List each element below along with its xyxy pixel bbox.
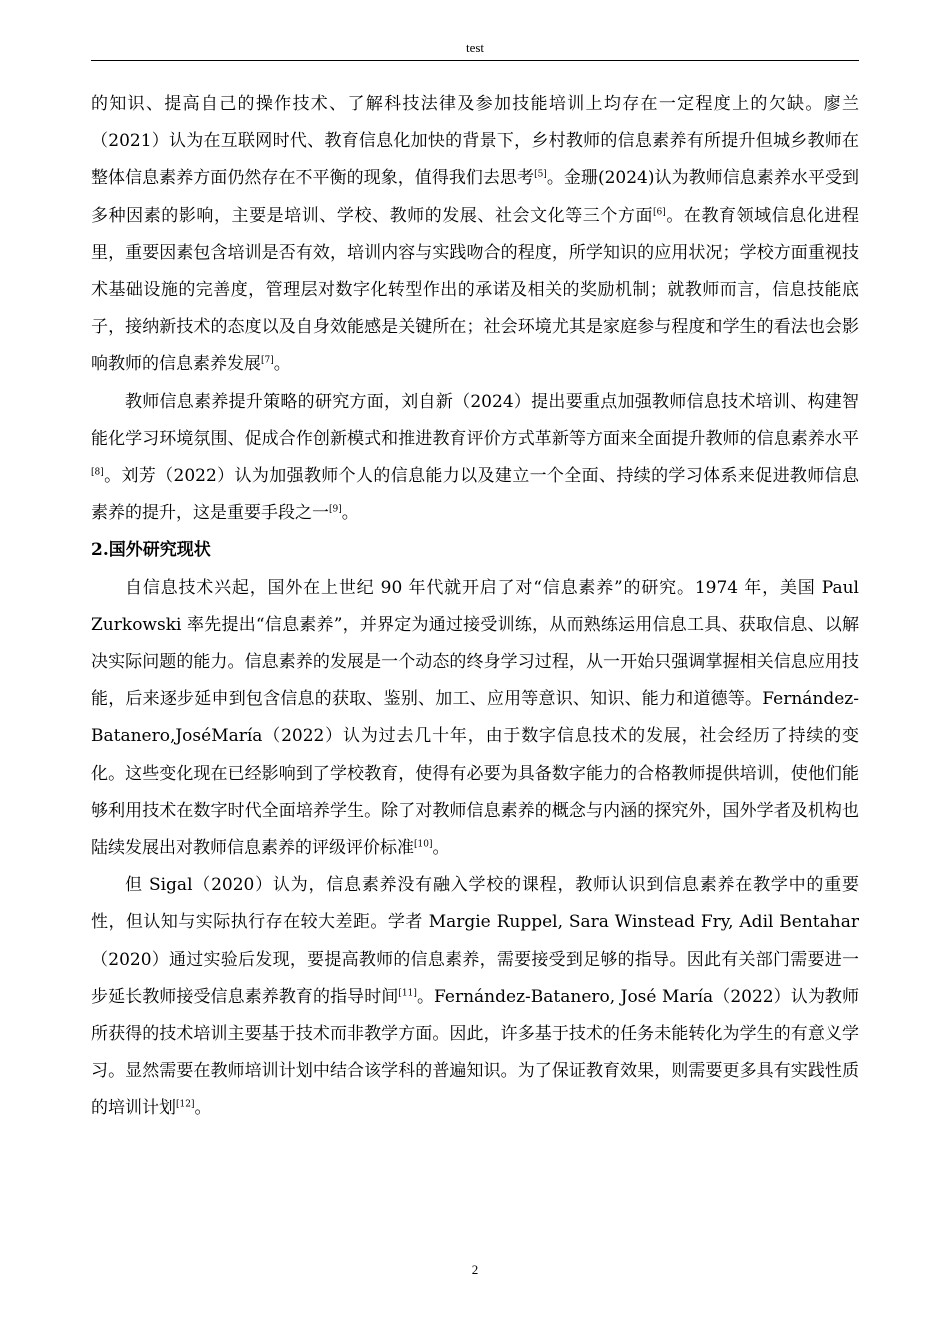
text-run: 的知识、提高自己的操作技术、了解科技法律及参加技能培训上均存在一定程度上的欠缺。廖兰（2021）认为在互联网时代、教育信息化加快的背景下，乡村教师的信息素养有所提升但城乡教师在整体信息素养方面仍然存在不平衡的现象，值得我们去思考 bbox=[91, 94, 859, 189]
text-run: 。 bbox=[341, 503, 359, 524]
header-rule bbox=[91, 60, 859, 61]
paragraph-foreign-history bbox=[91, 570, 859, 868]
text-run: 。刘芳（2022）认为加强教师个人的信息能力以及建立一个全面、持续的学习体系来促进教师信息素养的提升，这是重要手段之一 bbox=[91, 466, 859, 524]
text-run: 自信息技术兴起，国外在上世纪 90 年代就开启了对“信息素养”的研究。1974 年，美国 Paul Zurkowski 率先提出“信息素养”，并界定为通过接受训练，从而熟练运用信息工具、获取信息、以解决实际问题的能力。信息素养的发展是一个动态的终身学习过程，从一开始只强调掌握相关信息应用技能，后来逐步延申到包含信息的获取、鉴别、加工、应用等意识、知识、能力和道德等。Fernández-Batanero,JoséMaría（2022）认为过去几十年，由于数字信息技术的发展，社会经历了持续的变化。这些变化现在已经影响到了学校教育，使得有必要为具备数字能力的合格教师提供培训，使他们能够利用技术在数字时代全面培养学生。除了对教师信息素养的概念与内涵的探究外，国外学者及机构也陆续发展出对教师信息素养的评级评价标准 bbox=[91, 577, 859, 859]
page-header: test bbox=[465, 40, 485, 55]
text-run: 。金珊(2024)认为教师信息素养水平受到多种因素的影响，主要是培训、学校、教师的发展、社会文化等三个方面 bbox=[91, 168, 859, 226]
document-body bbox=[91, 86, 859, 1128]
text-run: 。 bbox=[194, 1098, 212, 1119]
paragraph-strategies bbox=[91, 384, 859, 533]
citation-ref: [9] bbox=[329, 504, 342, 515]
section-heading: 2.国外研究现状 bbox=[91, 540, 211, 561]
paragraph-domestic-factors bbox=[91, 86, 859, 384]
citation-ref: [7] bbox=[261, 355, 274, 366]
citation-ref: [10] bbox=[414, 839, 433, 850]
paragraph-foreign-findings bbox=[91, 867, 859, 1127]
citation-ref: [11] bbox=[398, 988, 417, 999]
text-run: 。 bbox=[273, 354, 291, 375]
citation-ref: [5] bbox=[534, 169, 547, 180]
text-run: 。Fernández-Batanero, José María（2022）认为教师所获得的技术培训主要基于技术而非教学方面。因此，许多基于技术的任务未能转化为学生的有意义学习。显然需要在教师培训计划中结合该学科的普遍知识。为了保证教育效果，则需要更多具有实践性质的培训计划 bbox=[91, 986, 859, 1119]
citation-ref: [8] bbox=[91, 467, 104, 478]
citation-ref: [6] bbox=[653, 206, 666, 217]
citation-ref: [12] bbox=[176, 1099, 195, 1110]
text-run: 教师信息素养提升策略的研究方面，刘自新（2024）提出要重点加强教师信息技术培训、构建智能化学习环境氛围、促成合作创新模式和推进教育评价方式革新等方面来全面提升教师的信息素养水平 bbox=[91, 391, 859, 449]
text-run: 。 bbox=[432, 838, 450, 859]
text-run: 。在教育领域信息化进程里，重要因素包含培训是否有效，培训内容与实践吻合的程度，所学知识的应用状况；学校方面重视技术基础设施的完善度，管理层对数字化转型作出的承诺及相关的奖励机制；就教师而言，信息技能底子，接纳新技术的态度以及自身效能感是关键所在；社会环境尤其是家庭参与程度和学生的看法也会影响教师的信息素养发展 bbox=[91, 205, 859, 375]
page-number: 2 bbox=[471, 1262, 479, 1277]
text-run: 但 Sigal（2020）认为，信息素养没有融入学校的课程，教师认识到信息素养在教学中的重要性，但认知与实际执行存在较大差距。学者 Margie Ruppel, Sara Winstead Fry, Adil Bentahar（2020）通过实验后发现，要提高教师的信息素养，需要接受到足够的指导。因此有关部门需要进一步延长教师接受信息素养教育的指导时间 bbox=[91, 875, 859, 1007]
